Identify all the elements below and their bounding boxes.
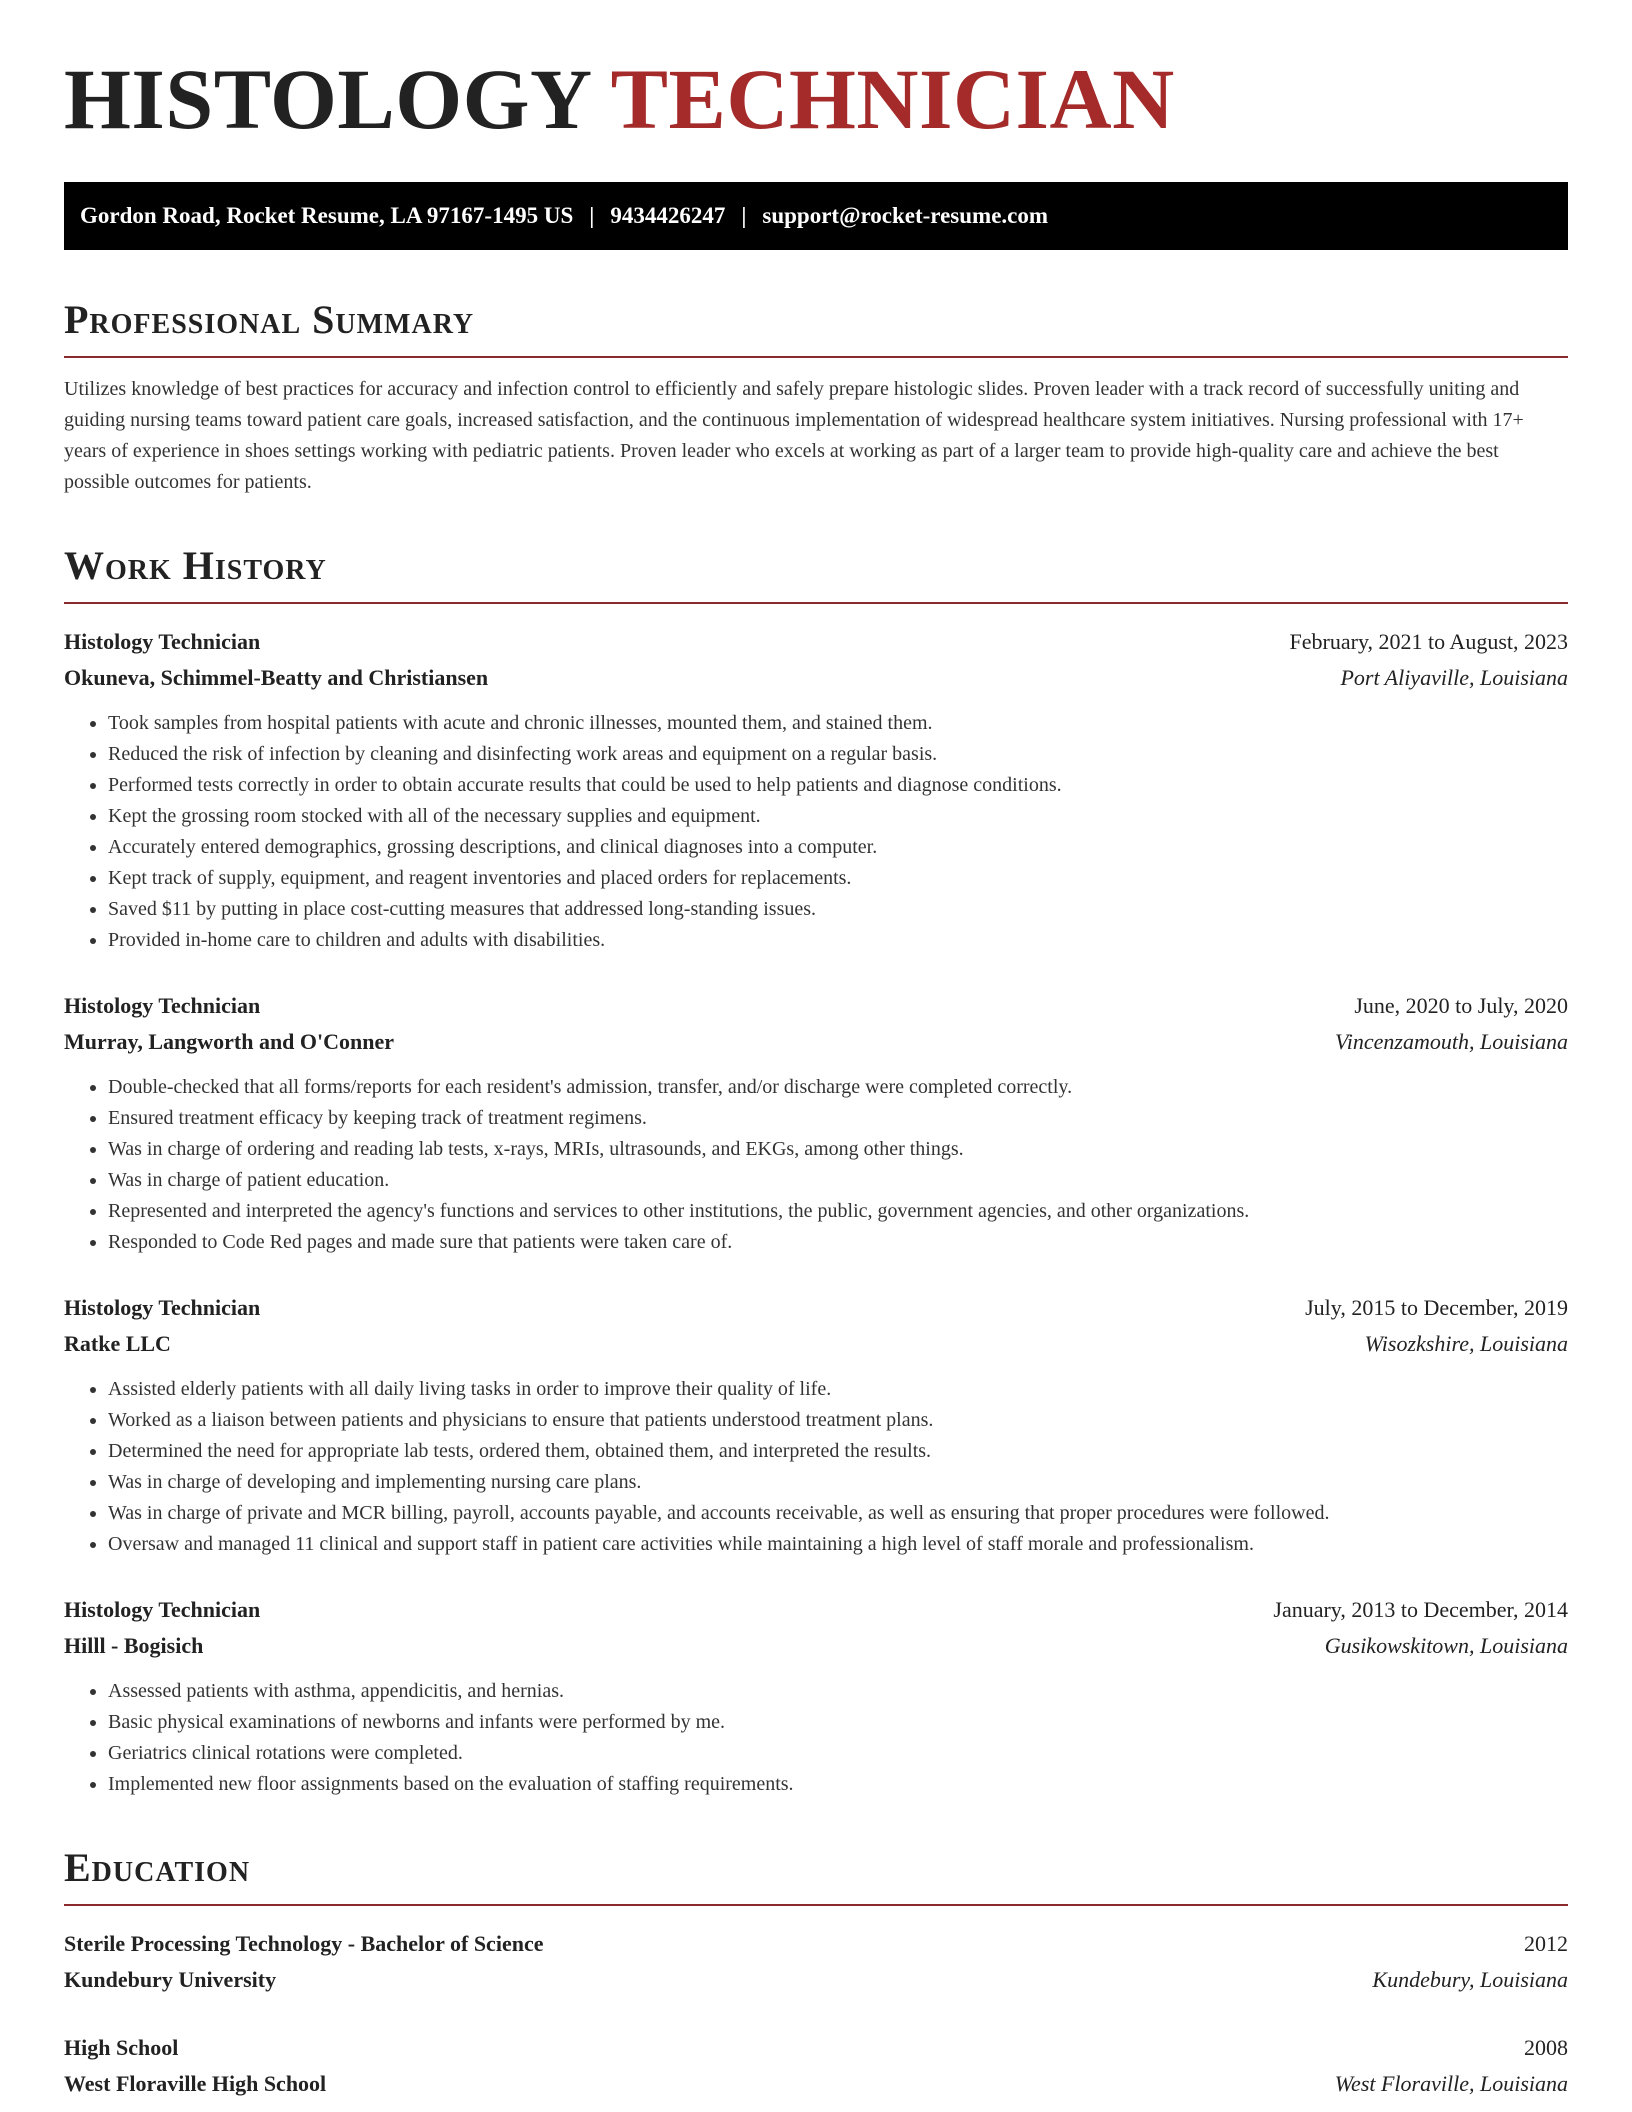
job-role: Histology Technician	[64, 993, 261, 1018]
name-first: HISTOLOGY	[64, 51, 593, 147]
job-dates: June, 2020 to July, 2020	[1354, 993, 1568, 1018]
job-bullet: • Basic physical examinations of newborns and infants were performed by me.	[108, 1707, 1568, 1738]
job-bullet: • Ensured treatment efficacy by keeping track of treatment regimens.	[108, 1103, 1568, 1134]
job-dates: January, 2013 to December, 2014	[1273, 1597, 1568, 1622]
job-bullets	[64, 1676, 1568, 1800]
contact-bar	[64, 182, 1568, 250]
job-role: Histology Technician	[64, 629, 261, 654]
name-last: TECHNICIAN	[610, 51, 1175, 147]
education-degree: Sterile Processing Technology - Bachelor of Science	[64, 1931, 544, 1956]
job-bullet: • Assisted elderly patients with all daily living tasks in order to improve their quality of life.	[108, 1374, 1568, 1405]
job-bullet: • Provided in-home care to children and adults with disabilities.	[108, 925, 1568, 956]
job-dates: February, 2021 to August, 2023	[1289, 629, 1568, 654]
job-entry	[64, 988, 1568, 1258]
job-bullet: • Kept track of supply, equipment, and reagent inventories and placed orders for replacements.	[108, 863, 1568, 894]
job-role: Histology Technician	[64, 1295, 261, 1320]
job-entry	[64, 624, 1568, 956]
section-title-summary: Professional Summary	[64, 298, 1568, 358]
education-entry	[64, 1926, 1568, 1998]
job-bullets	[64, 1374, 1568, 1560]
job-location: Vincenzamouth, Louisiana	[1334, 1029, 1568, 1054]
job-bullets	[64, 1072, 1568, 1258]
education-degree: High School	[64, 2035, 179, 2060]
education-entry	[64, 2030, 1568, 2102]
education-location: Kundebury, Louisiana	[1372, 1967, 1568, 1992]
contact-phone[interactable]: 9434426247	[610, 203, 726, 228]
education-location: West Floraville, Louisiana	[1334, 2071, 1568, 2096]
job-bullet: • Kept the grossing room stocked with all of the necessary supplies and equipment.	[108, 801, 1568, 832]
job-bullet: • Worked as a liaison between patients and physicians to ensure that patients understood treatment plans.	[108, 1405, 1568, 1436]
job-location: Wisozkshire, Louisiana	[1364, 1331, 1568, 1356]
job-bullet: • Reduced the risk of infection by cleaning and disinfecting work areas and equipment on a regular basis.	[108, 739, 1568, 770]
job-bullet: • Was in charge of developing and implementing nursing care plans.	[108, 1467, 1568, 1498]
job-bullet: • Responded to Code Red pages and made sure that patients were taken care of.	[108, 1227, 1568, 1258]
job-company: Murray, Langworth and O'Conner	[64, 1029, 395, 1054]
job-bullet: • Was in charge of ordering and reading lab tests, x-rays, MRIs, ultrasounds, and EKGs, among other things.	[108, 1134, 1568, 1165]
contact-separator: |	[741, 203, 747, 228]
job-dates: July, 2015 to December, 2019	[1305, 1295, 1568, 1320]
education-section	[64, 1846, 1568, 2102]
job-bullet: • Implemented new floor assignments based on the evaluation of staffing requirements.	[108, 1769, 1568, 1800]
job-bullet: • Took samples from hospital patients with acute and chronic illnesses, mounted them, and stained them.	[108, 708, 1568, 739]
education-year: 2012	[1524, 1931, 1568, 1956]
job-entry	[64, 1592, 1568, 1800]
job-entry	[64, 1290, 1568, 1560]
education-school: Kundebury University	[64, 1967, 277, 1992]
job-bullet: • Was in charge of private and MCR billing, payroll, accounts payable, and accounts receivable, as well as ensuring that proper procedures were followed.	[108, 1498, 1568, 1529]
job-location: Gusikowskitown, Louisiana	[1324, 1633, 1568, 1658]
resume-name	[64, 51, 1568, 147]
work-history-section	[64, 544, 1568, 1800]
job-company: Okuneva, Schimmel-Beatty and Christiansen	[64, 665, 489, 690]
job-bullet: • Oversaw and managed 11 clinical and support staff in patient care activities while maintaining a high level of staff morale and professionalism.	[108, 1529, 1568, 1560]
job-company: Hilll - Bogisich	[64, 1633, 204, 1658]
education-school: West Floraville High School	[64, 2071, 327, 2096]
summary-section	[64, 298, 1568, 498]
contact-address: Gordon Road, Rocket Resume, LA 97167-1495 US	[80, 203, 574, 228]
education-year: 2008	[1524, 2035, 1568, 2060]
job-bullets	[64, 708, 1568, 956]
job-company: Ratke LLC	[64, 1331, 171, 1356]
job-bullet: • Represented and interpreted the agency's functions and services to other institutions, the public, government agencies, and other organizations.	[108, 1196, 1568, 1227]
summary-text: Utilizes knowledge of best practices for accuracy and infection control to efficiently and safely prepare histologic slides. Proven leader with a track record of successfully uniting and guiding nursing teams toward patient care goals, increased satisfaction, and the continuous implementation of widespread healthcare system initiatives. Nursing professional with 17+ years of experience in shoes settings working with pediatric patients. Proven leader who excels at working as part of a larger team to provide high-quality care and achieve the best possible outcomes for patients.	[64, 378, 1524, 493]
section-title-work-history: Work History	[64, 544, 1568, 604]
contact-email[interactable]: support@rocket-resume.com	[762, 203, 1049, 228]
job-bullet: • Was in charge of patient education.	[108, 1165, 1568, 1196]
job-bullet: • Assessed patients with asthma, appendicitis, and hernias.	[108, 1676, 1568, 1707]
job-bullet: • Saved $11 by putting in place cost-cutting measures that addressed long-standing issues.	[108, 894, 1568, 925]
job-role: Histology Technician	[64, 1597, 261, 1622]
contact-separator: |	[589, 203, 595, 228]
section-title-education: Education	[64, 1846, 1568, 1906]
job-bullet: • Double-checked that all forms/reports for each resident's admission, transfer, and/or discharge were completed correctly.	[108, 1072, 1568, 1103]
job-bullet: • Determined the need for appropriate lab tests, ordered them, obtained them, and interpreted the results.	[108, 1436, 1568, 1467]
job-location: Port Aliyaville, Louisiana	[1340, 665, 1568, 690]
job-bullet: • Geriatrics clinical rotations were completed.	[108, 1738, 1568, 1769]
job-bullet: • Accurately entered demographics, grossing descriptions, and clinical diagnoses into a computer.	[108, 832, 1568, 863]
job-bullet: • Performed tests correctly in order to obtain accurate results that could be used to help patients and diagnose conditions.	[108, 770, 1568, 801]
